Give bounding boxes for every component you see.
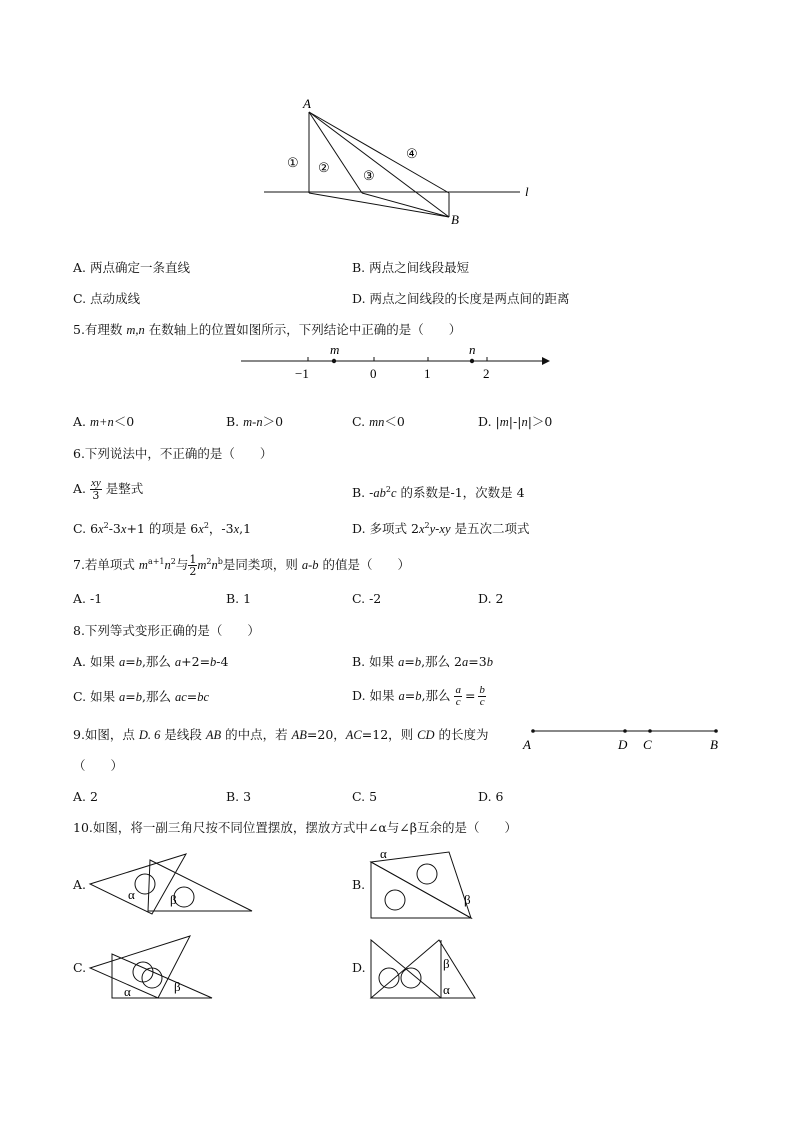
tick-2: 2 <box>483 366 490 381</box>
tick-0: 0 <box>370 366 377 381</box>
angle-beta: β <box>174 979 181 994</box>
q9-option-b: B. 3 <box>226 789 252 804</box>
q9-answer-paren: （ ） <box>73 758 124 773</box>
q5-stem: 5.有理数 m,n 在数轴上的位置如图所示，下列结论中正确的是（ ） <box>73 322 462 337</box>
angle-alpha: α <box>443 982 450 997</box>
q9-stem: 9.如图，点 D. 6 是线段 AB 的中点，若 AB=20，AC=12，则 CD 的长度为 <box>73 727 489 742</box>
q4-option-b: B. 两点之间线段最短 <box>352 260 470 275</box>
q5-option-b: B. m-n＞0 <box>226 414 284 429</box>
q10-figure-c <box>88 934 288 1014</box>
label-circle-3: ③ <box>363 168 375 183</box>
q6-option-a: A. $\frac{xy}{3}$ 是整式 <box>73 477 144 502</box>
q4-option-a: A. 两点确定一条直线 <box>73 260 190 275</box>
q9-option-c: C. 5 <box>352 789 378 804</box>
seg-label-A: A <box>523 737 531 752</box>
label-l: l <box>525 184 529 199</box>
q8-option-d: D. 如果 a=b,那么 $\frac{a}{c}$ = $\frac{b}{c}$ <box>352 684 485 708</box>
seg-label-D: D <box>618 737 628 752</box>
q10-option-a-label: A. <box>73 877 87 892</box>
label-n: n <box>469 342 476 357</box>
angle-alpha: α <box>124 984 131 999</box>
q10-option-c-label: C. <box>73 960 87 975</box>
seg-label-C: C <box>643 737 652 752</box>
q10-option-b-label: B. <box>352 877 366 892</box>
q9-option-a: A. 2 <box>73 789 98 804</box>
q7-option-d: D. 2 <box>478 591 504 606</box>
q7-option-c: C. -2 <box>352 591 382 606</box>
q5-option-c: C. mn＜0 <box>352 414 405 429</box>
q8-option-b: B. 如果 a=b,那么 2a=3b <box>352 654 493 669</box>
point-n <box>470 359 474 363</box>
q10-figure-d <box>367 932 567 1012</box>
q9-option-d: D. 6 <box>478 789 504 804</box>
q10-figure-b <box>367 842 567 922</box>
q8-stem: 8.下列等式变形正确的是（ ） <box>73 623 260 638</box>
q10-option-d-label: D. <box>352 960 366 975</box>
label-B: B <box>451 212 459 227</box>
q5-number-line <box>0 340 794 400</box>
q6-option-c: C. $6x^2-3x+1$ 的项是 $6x^2$，-3x,1 <box>73 521 252 537</box>
label-A: A <box>303 96 311 111</box>
angle-beta: β <box>443 956 450 971</box>
q10-figure-a <box>88 852 288 932</box>
seg-label-B: B <box>710 737 718 752</box>
q6-option-d: D. 多项式 $2x^2y-xy$ 是五次二项式 <box>352 521 530 537</box>
q5-option-d: D. |m|-|n|＞0 <box>478 414 553 429</box>
q10-stem: 10.如图，将一副三角尺按不同位置摆放，摆放方式中∠α与∠β互余的是（ ） <box>73 820 517 835</box>
q8-option-c: C. 如果 a=b,那么 ac=bc <box>73 689 210 704</box>
q6-stem: 6.下列说法中，不正确的是（ ） <box>73 446 273 461</box>
q7-option-b: B. 1 <box>226 591 252 606</box>
q8-option-a: A. 如果 a=b,那么 a+2=b-4 <box>73 654 229 669</box>
q4-option-c: C. 点动成线 <box>73 291 141 306</box>
label-circle-4: ④ <box>406 146 418 161</box>
point-m <box>332 359 336 363</box>
q5-option-a: A. m+n＜0 <box>73 414 135 429</box>
q7-option-a: A. -1 <box>73 591 103 606</box>
label-circle-1: ① <box>287 155 299 170</box>
segment-2 <box>309 112 449 217</box>
segment-4 <box>309 112 449 193</box>
label-circle-2: ② <box>318 160 330 175</box>
q4-figure <box>0 0 794 240</box>
angle-beta: β <box>464 892 471 907</box>
q6-option-b: B. $-ab^2c$ 的系数是-1，次数是 4 <box>352 485 525 501</box>
q7-stem: 7.若单项式 $m^{a+1}n^2$与 $\frac{1}{2}$ $m^2n^b$是同类项，则 a-b 的值是（ ） <box>73 553 410 579</box>
q4-option-d: D. 两点之间线段的长度是两点间的距离 <box>352 291 570 306</box>
tick-1: 1 <box>424 366 431 381</box>
label-m: m <box>330 342 340 357</box>
q9-segment-figure <box>0 718 794 758</box>
segment-3 <box>362 193 449 217</box>
tick-neg1: −1 <box>295 366 309 381</box>
angle-alpha: α <box>128 887 135 902</box>
angle-beta: β <box>170 892 177 907</box>
angle-alpha: α <box>380 846 387 861</box>
